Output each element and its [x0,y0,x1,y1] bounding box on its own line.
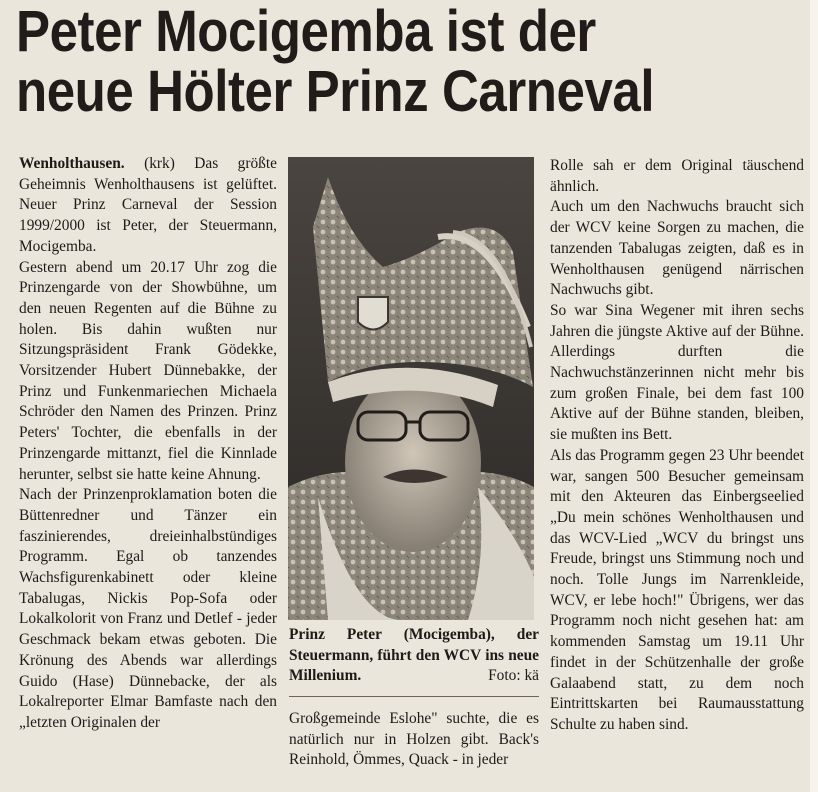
headline-line-1: Peter Mocigemba ist der [16,0,596,64]
caption-text: Prinz Peter (Mocigemba), der Steuermann, führt den WCV ins neue Millenium. [289,626,539,685]
photo-caption [289,625,539,687]
column-1 [19,154,277,734]
paragraph-3: Nach der Prinzenproklamation boten die Büttenredner und Tänzer ein faszinierendes, dreieinhalbstündiges Programm. Egal ob tanzendes Wachsfigurenkabinett oder kleine Tabalugas, Nickis Pop-Sofa oder Lokalkolorit von Franz und Detlef - jeder Geschmack bekam etwas geboten. Die Krönung des Abends war allerdings Guido (Hase) Dünnebacke, der als Lokalreporter Elmar Bamfaste nach den „letzten Originalen der [19,486,277,731]
paragraph-1 [19,154,277,258]
caption-divider [289,696,539,697]
paragraph-continuation: Großgemeinde Eslohe" suchte, die es natürlich nur in Holzen gibt. Back's Reinhold, Ömmes, Quack - in jeder [289,710,539,769]
photo-credit: Foto: kä [488,667,539,685]
portrait-photo [288,157,534,620]
prince-portrait-image [288,157,534,620]
scan-edge [810,0,818,792]
headline-line-2: neue Hölter Prinz Carneval [16,59,655,124]
column-3 [550,156,804,736]
paragraph-7: Als das Programm gegen 23 Uhr beendet war, sangen 500 Besucher gemeinsam mit den Akteuren das Einbergseelied „Du mein schönes Wenholthausen und das WCV-Lied „WCV du bringst uns Freude, bringst uns Stimmung noch und noch. Tolle Jungs im Narrenkleide, WCV, er lebe hoch!" Übrigens, wer das Programm noch nicht gesehen hat: am kommenden Samstag um 19.11 Uhr findet in der Schützenhalle der große Galaabend statt, zu dem noch Eintrittskarten bei Raumausstattung Schulte zu haben sind. [550,446,804,733]
dateline: Wenholthausen. [19,155,125,172]
paragraph-6: So war Sina Wegener mit ihren sechs Jahren die jüngste Aktive auf der Bühne. Allerdings durften die Nachwuchstänzerinnen nicht mehr bis zum großen Finale, bei dem fast 100 Aktive auf der Bühne standen, bleiben, sie mußten ins Bett. [550,301,804,444]
paragraph-2: Gestern abend um 20.17 Uhr zog die Prinzengarde von der Showbühne, um den neuen Regenten auf die Bühne zu holen. Bis dahin wußten nur Sitzungspräsident Frank Gödekke, Vorsitzender Hubert Dünnebakke, der Prinz und Funkenmariechen Michaela Schröder den Namen des Prinzen. Prinz Peters' Tochter, die ebenfalls in der Prinzengarde mittanzt, fiel die Kinnlade herunter, selbst sie hatte keine Ahnung. [19,258,277,483]
paragraph-4: Rolle sah er dem Original täuschend ähnlich. [550,157,804,195]
paragraph-1-text: (krk) Das größte Geheimnis Wenholthausens ist gelüftet. Neuer Prinz Carneval der Session 1999/2000 ist Peter, der Steuermann, Mocigemba. [19,155,277,255]
paragraph-5: Auch um den Nachwuchs braucht sich der WCV keine Sorgen zu machen, die tanzenden Tabalugas zeigten, daß es in Wenholthausen genügend närrischen Nachwuchs gibt. [550,198,804,299]
headline [16,2,702,122]
column-2-continuation [289,709,539,771]
